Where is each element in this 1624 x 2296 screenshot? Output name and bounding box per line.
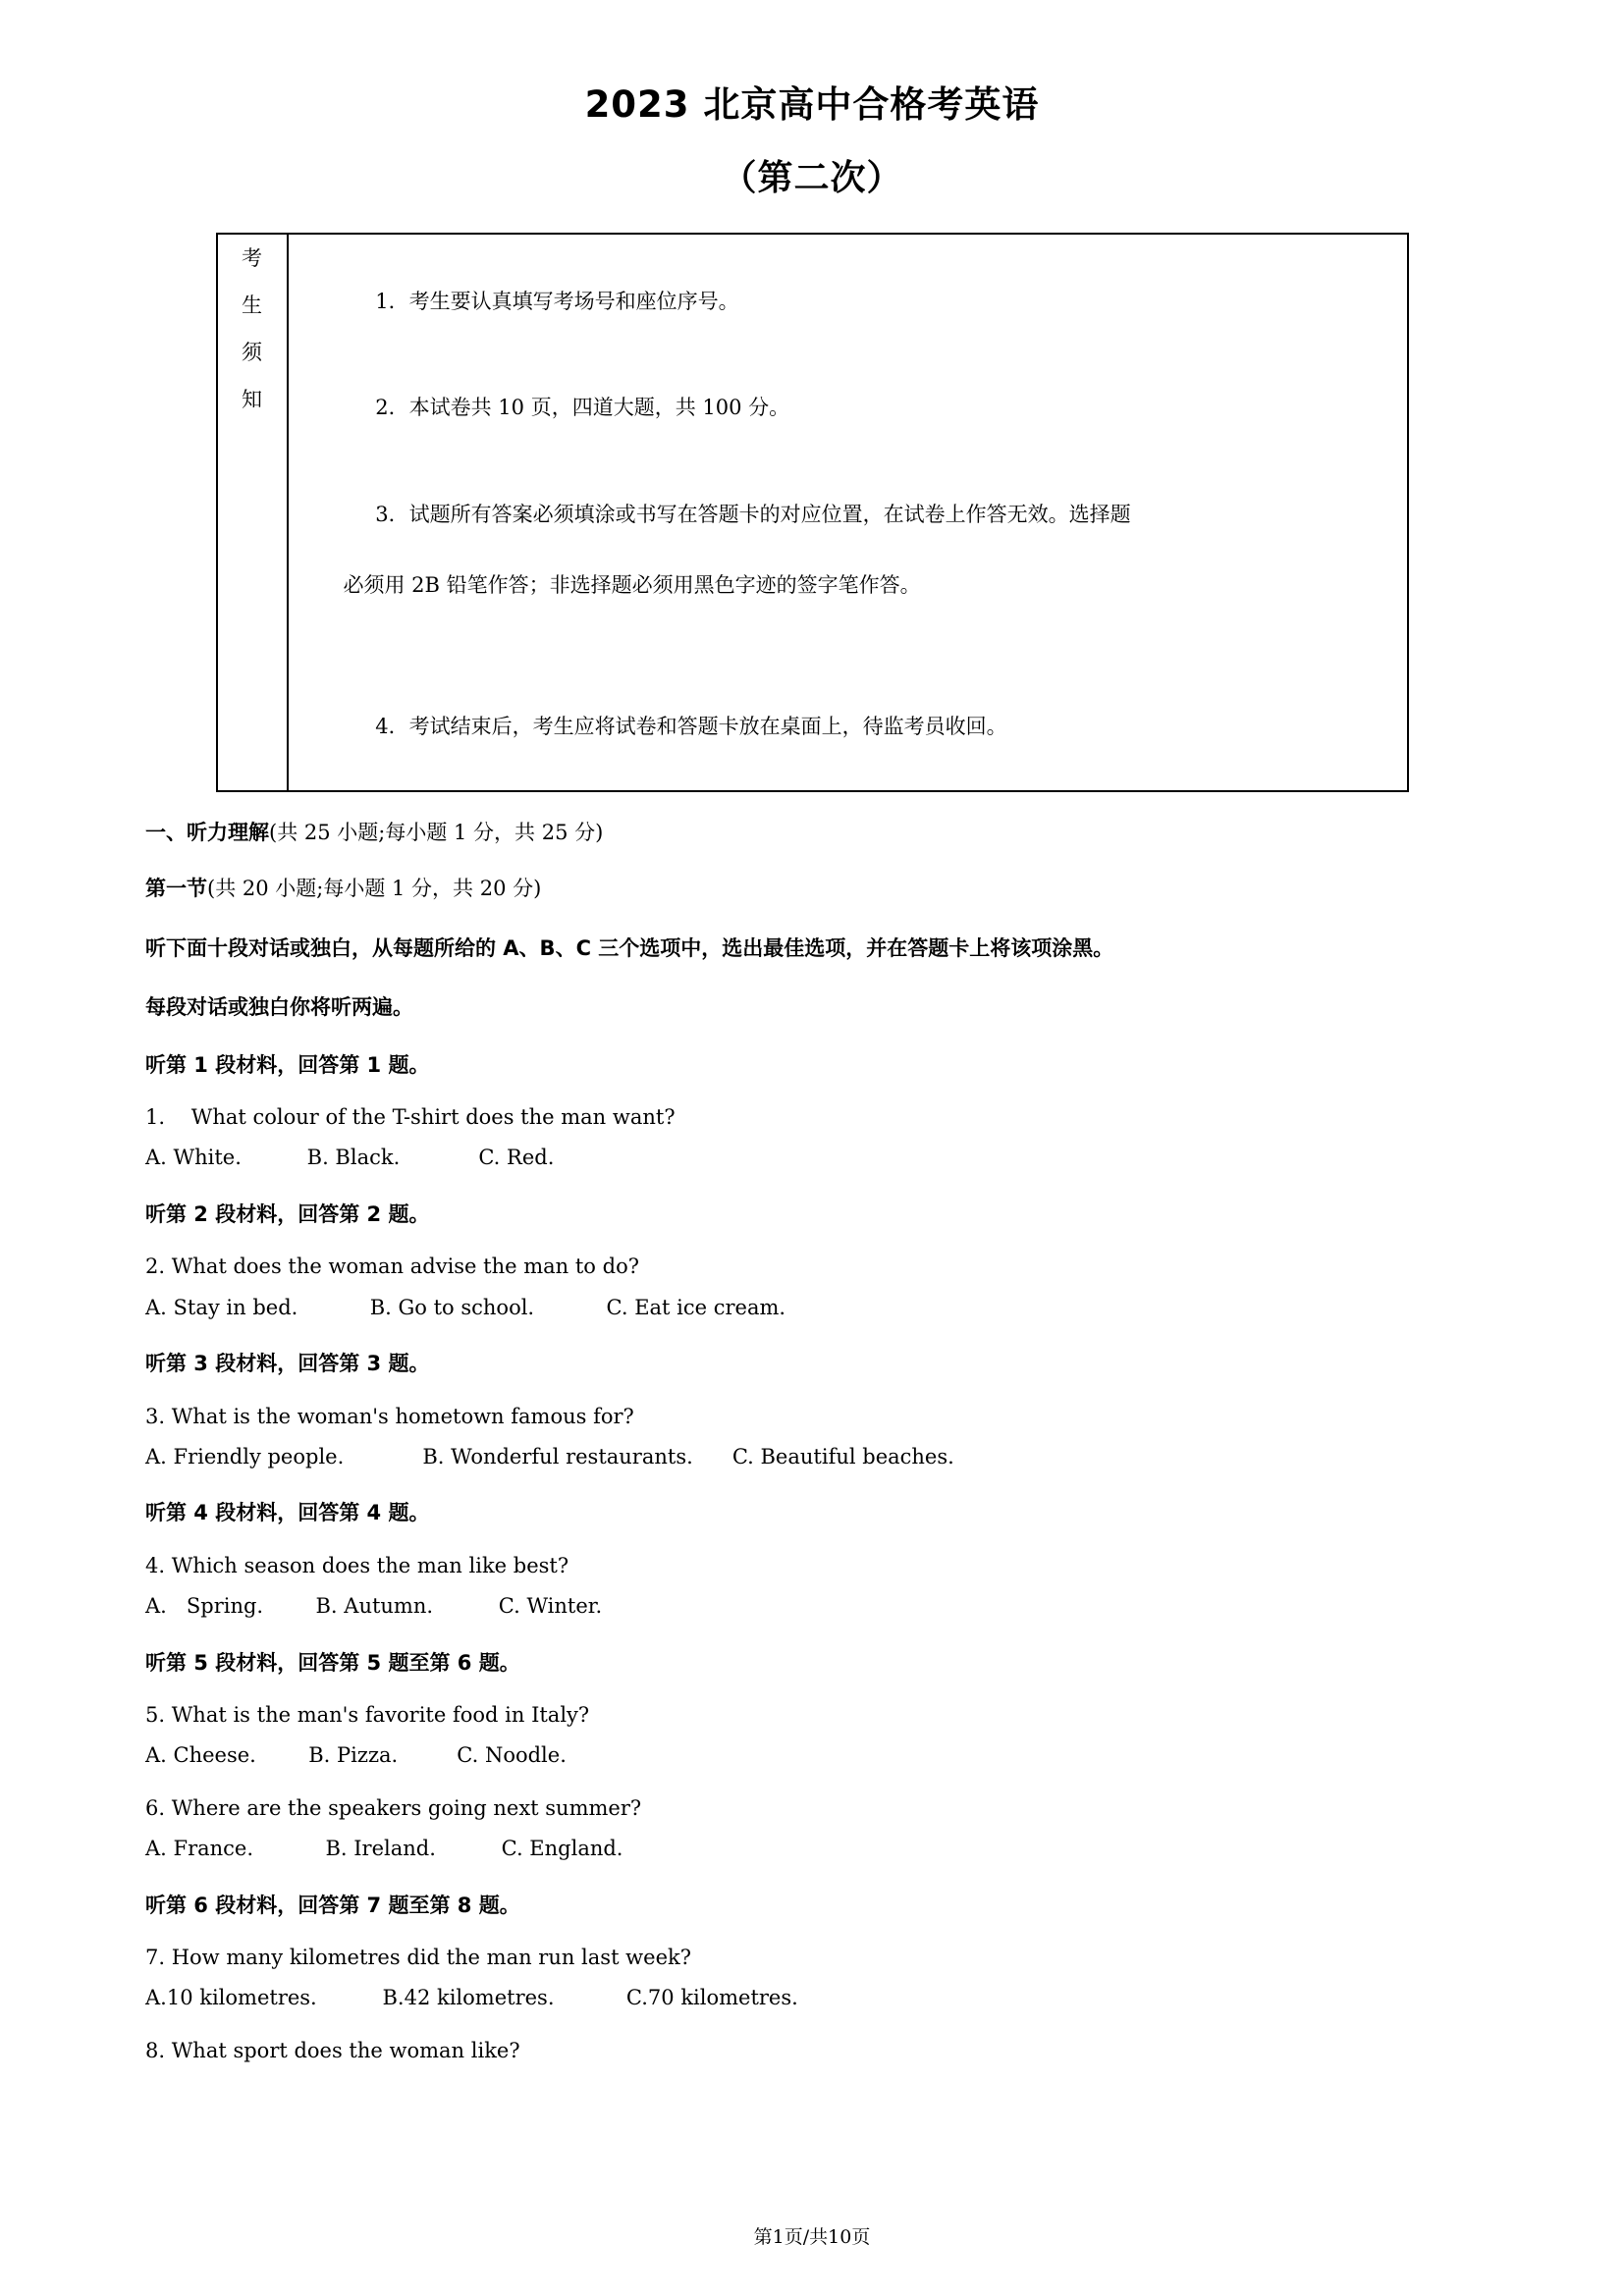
listening-instruction-1: 听下面十段对话或独白，从每题所给的 A、B、C 三个选项中，选出最佳选项，并在答题卡上将该项涂黑。 (145, 935, 1114, 960)
notice-items (289, 235, 1407, 790)
material-head-3: 听第 3 段材料，回答第 3 题。 (145, 1352, 430, 1376)
notice-box (216, 233, 1409, 792)
page-subtitle: （第二次） (721, 157, 903, 198)
notice-item (310, 673, 1391, 779)
question-6-text: 6. Where are the speakers going next summer? (145, 1795, 642, 1820)
question-3-text: 3. What is the woman's hometown famous for? (145, 1404, 634, 1428)
notice-label-char-4: 知 (242, 388, 262, 411)
notice-item (310, 354, 1391, 460)
question-7-text: 7. How many kilometres did the man run last week? (145, 1945, 691, 1969)
material-head-1: 听第 1 段材料，回答第 1 题。 (145, 1052, 430, 1077)
notice-item-line: 1．考生要认真填写考场号和座位序号。 (375, 290, 739, 314)
notice-item-line: 2．本试卷共 10 页，四道大题，共 100 分。 (375, 396, 790, 420)
material-head-4: 听第 4 段材料，回答第 4 题。 (145, 1501, 430, 1525)
question-5-options: A. Cheese. B. Pizza. C. Noodle. (145, 1743, 567, 1768)
part-one-heading-light: (共 25 小题;每小题 1 分，共 25 分) (269, 820, 604, 844)
notice-section (145, 233, 1479, 792)
notice-label-char-2: 生 (242, 294, 262, 317)
section-one-heading-bold: 第一节 (145, 877, 207, 901)
question-1-options: A. White. B. Black. C. Red. (145, 1146, 555, 1170)
notice-item-line-continued: 必须用 2B 铅笔作答；非选择题必须用黑色字迹的签字笔作答。 (343, 572, 921, 597)
question-2-text: 2. What does the woman advise the man to do? (145, 1255, 639, 1279)
section-one-heading-light: (共 20 小题;每小题 1 分，共 20 分) (207, 877, 542, 901)
notice-item-line: 3．试题所有答案必须填涂或书写在答题卡的对应位置，在试卷上作答无效。选择题 (375, 502, 1131, 526)
notice-item (310, 248, 1391, 354)
question-5-text: 5. What is the man's favorite food in Italy? (145, 1702, 590, 1727)
material-head-5: 听第 5 段材料，回答第 5 题至第 6 题。 (145, 1650, 520, 1675)
question-8-text: 8. What sport does the woman like? (145, 2038, 520, 2062)
question-3-options: A. Friendly people. B. Wonderful restaurants. C. Beautiful beaches. (145, 1444, 954, 1468)
notice-label-char-3: 须 (242, 341, 262, 364)
page-footer: 第1页/共10页 (753, 2226, 871, 2248)
notice-item (310, 461, 1391, 674)
part-one-heading (145, 818, 1479, 849)
notice-label-char-1: 考 (242, 246, 262, 270)
notice-label-column (218, 235, 289, 790)
question-1-text: 1. What colour of the T-shirt does the man want? (145, 1105, 676, 1130)
question-2-options: A. Stay in bed. B. Go to school. C. Eat ice cream. (145, 1295, 786, 1319)
part-one-heading-bold: 一、听力理解 (145, 820, 269, 844)
listening-instruction-2: 每段对话或独白你将听两遍。 (145, 995, 413, 1020)
notice-item-line: 4．考试结束后，考生应将试卷和答题卡放在桌面上，待监考员收回。 (375, 715, 1007, 739)
question-6-options: A. France. B. Ireland. C. England. (145, 1837, 623, 1861)
question-4-text: 4. Which season does the man like best? (145, 1553, 569, 1577)
material-head-6: 听第 6 段材料，回答第 7 题至第 8 题。 (145, 1893, 520, 1917)
material-head-2: 听第 2 段材料，回答第 2 题。 (145, 1201, 430, 1226)
section-one-heading (145, 874, 1479, 905)
question-4-options: A. Spring. B. Autumn. C. Winter. (145, 1594, 603, 1619)
page-title: 2023 北京高中合格考英语 (584, 83, 1040, 126)
question-7-options: A.10 kilometres. B.42 kilometres. C.70 kilometres. (145, 1986, 798, 2010)
